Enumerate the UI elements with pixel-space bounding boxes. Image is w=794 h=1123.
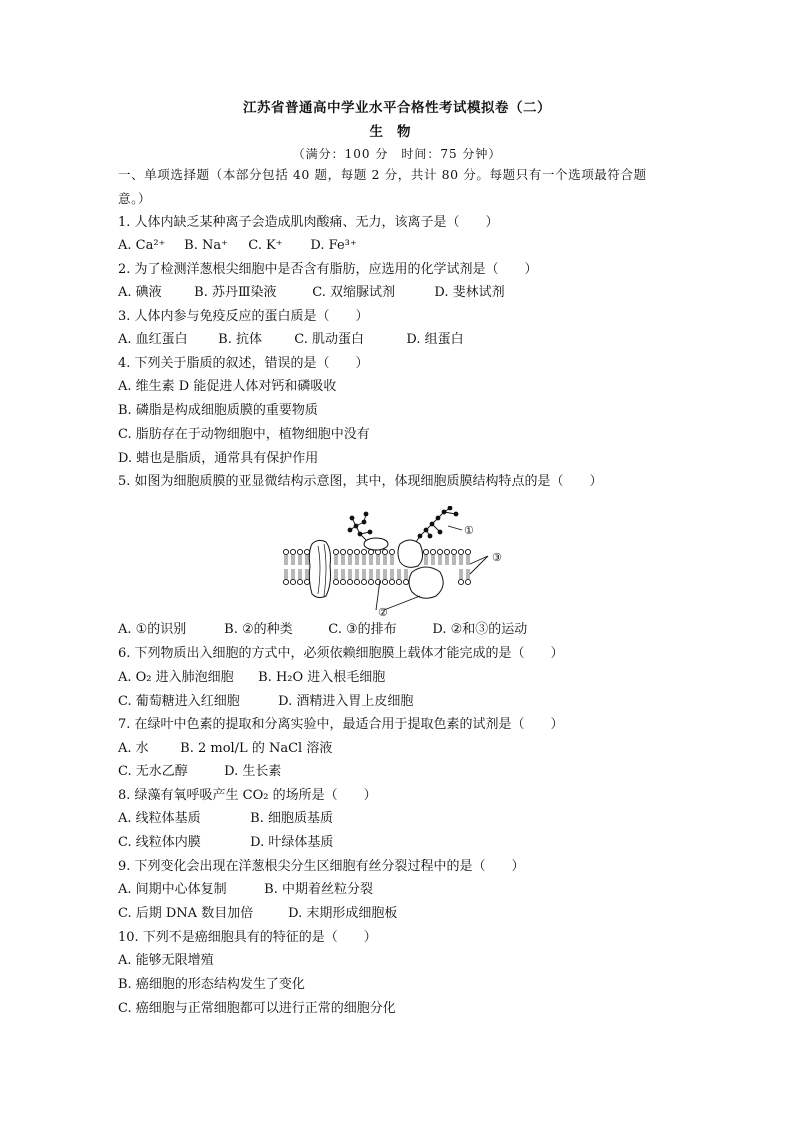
option: A. ①的识别 bbox=[118, 622, 187, 637]
question-stem: 3. 人体内参与免疫反应的蛋白质是（ ） bbox=[118, 309, 369, 324]
exam-meta: （满分：100 分 时间：75 分钟） bbox=[292, 147, 502, 161]
question-stem: 5. 如图为细胞质膜的亚显微结构示意图，其中，体现细胞质膜结构特点的是（ ） bbox=[118, 474, 603, 489]
option: D. Fe³⁺ bbox=[310, 238, 357, 253]
options-row bbox=[118, 669, 385, 687]
option: A. 水 bbox=[118, 741, 149, 756]
label-2: ② bbox=[378, 606, 388, 618]
options-row bbox=[118, 834, 333, 852]
option: B. ②的种类 bbox=[224, 622, 293, 637]
options-row bbox=[118, 621, 527, 639]
option: B. 2 mol/L 的 NaCl 溶液 bbox=[180, 741, 333, 756]
option: C. K⁺ bbox=[248, 238, 283, 253]
question-stem: 8. 绿藻有氧呼吸产生 CO₂ 的场所是（ ） bbox=[118, 788, 377, 803]
options-row bbox=[118, 237, 357, 255]
page-title: 江苏省普通高中学业水平合格性考试模拟卷（二） bbox=[243, 100, 551, 116]
section-heading-line1: 一、单项选择题（本部分包括 40 题，每题 2 分，共计 80 分。每题只有一个选项最符合题 bbox=[118, 167, 647, 182]
option: C. 葡萄糖进入红细胞 bbox=[118, 694, 240, 709]
label-3: ③ bbox=[492, 551, 502, 564]
option: B. H₂O 进入根毛细胞 bbox=[258, 670, 386, 685]
option: A. 线粒体基质 bbox=[118, 811, 201, 826]
option: B. 中期着丝粒分裂 bbox=[264, 882, 373, 897]
option: C. 双缩脲试剂 bbox=[312, 285, 396, 300]
option: C. 癌细胞与正常细胞都可以进行正常的细胞分化 bbox=[118, 1001, 396, 1016]
options-row bbox=[118, 881, 373, 899]
option: B. 细胞质基质 bbox=[250, 811, 333, 826]
option: C. 脂肪存在于动物细胞中，植物细胞中没有 bbox=[118, 427, 370, 442]
section-heading-line2: 意。） bbox=[118, 191, 152, 206]
option: A. O₂ 进入肺泡细胞 bbox=[118, 670, 234, 685]
option: B. 苏丹Ⅲ染液 bbox=[194, 285, 277, 300]
option: C. 肌动蛋白 bbox=[294, 332, 365, 347]
option: D. 酒精进入胃上皮细胞 bbox=[278, 694, 414, 709]
label-1: ① bbox=[464, 524, 474, 537]
option: D. 蜡也是脂质，通常具有保护作用 bbox=[118, 451, 319, 466]
options-row bbox=[118, 740, 332, 758]
options-row bbox=[118, 693, 413, 711]
cell-membrane-diagram bbox=[280, 506, 520, 618]
option: A. 间期中心体复制 bbox=[118, 882, 227, 897]
option: D. 末期形成细胞板 bbox=[288, 906, 398, 921]
option: C. 后期 DNA 数目加倍 bbox=[118, 906, 254, 921]
option: C. 线粒体内膜 bbox=[118, 835, 201, 850]
option: D. 叶绿体基质 bbox=[250, 835, 334, 850]
option: A. 能够无限增殖 bbox=[118, 953, 214, 968]
option: C. ③的排布 bbox=[328, 622, 397, 637]
option: B. 抗体 bbox=[218, 332, 262, 347]
subject-title: 生物 bbox=[369, 124, 425, 140]
option: D. 生长素 bbox=[224, 764, 282, 779]
question-stem: 9. 下列变化会出现在洋葱根尖分生区细胞有丝分裂过程中的是（ ） bbox=[118, 859, 525, 874]
option: B. 癌细胞的形态结构发生了变化 bbox=[118, 977, 305, 992]
options-row bbox=[118, 810, 333, 828]
question-stem: 2. 为了检测洋葱根尖细胞中是否含有脂肪，应选用的化学试剂是（ ） bbox=[118, 262, 538, 277]
question-stem: 1. 人体内缺乏某种离子会造成肌肉酸痛、无力，该离子是（ ） bbox=[118, 215, 499, 230]
option: C. 无水乙醇 bbox=[118, 764, 188, 779]
option: B. Na⁺ bbox=[184, 238, 228, 253]
question-stem: 4. 下列关于脂质的叙述，错误的是（ ） bbox=[118, 356, 369, 371]
options-row bbox=[118, 284, 505, 302]
option: A. 碘液 bbox=[118, 285, 162, 300]
question-stem: 7. 在绿叶中色素的提取和分离实验中，最适合用于提取色素的试剂是（ ） bbox=[118, 717, 564, 732]
option: B. 磷脂是构成细胞质膜的重要物质 bbox=[118, 403, 318, 418]
option: A. Ca²⁺ bbox=[118, 238, 166, 253]
question-stem: 6. 下列物质出入细胞的方式中，必须依赖细胞膜上载体才能完成的是（ ） bbox=[118, 646, 564, 661]
option: D. 斐林试剂 bbox=[434, 285, 505, 300]
option: A. 血红蛋白 bbox=[118, 332, 188, 347]
question-stem: 10. 下列不是癌细胞具有的特征的是（ ） bbox=[118, 930, 377, 945]
options-row bbox=[118, 763, 281, 781]
option: D. 组蛋白 bbox=[406, 332, 464, 347]
options-row bbox=[118, 331, 464, 349]
option: D. ②和③的运动 bbox=[432, 622, 528, 637]
options-row bbox=[118, 905, 397, 923]
option: A. 维生素 D 能促进人体对钙和磷吸收 bbox=[118, 379, 337, 394]
